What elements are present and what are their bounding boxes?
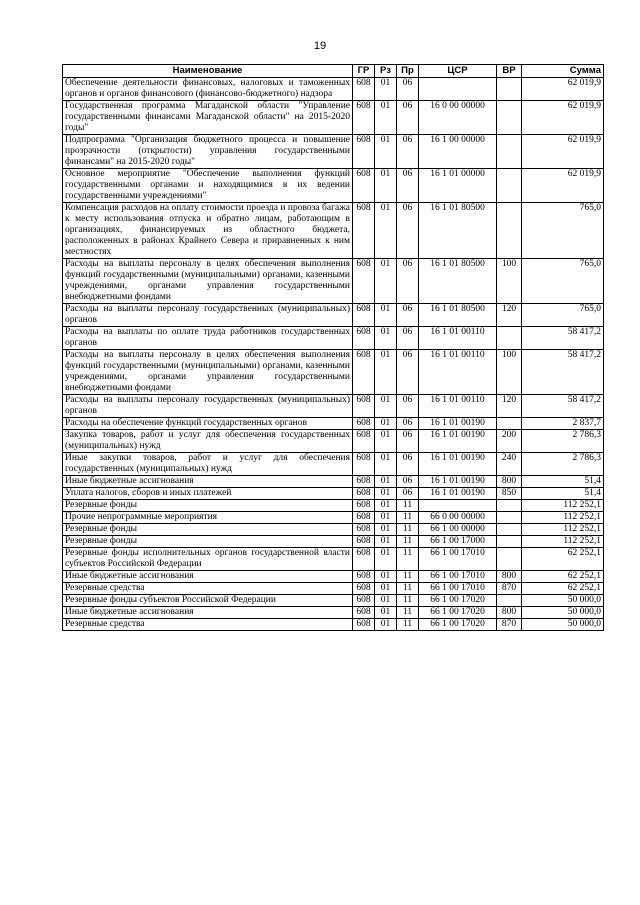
row-sum: 2 837,7 (522, 418, 604, 430)
table-row (63, 536, 604, 548)
row-name: Иные бюджетные ассигнования (63, 571, 353, 583)
row-sum: 62 019,9 (522, 135, 604, 169)
row-csr: 16 1 01 00190 (419, 418, 497, 430)
row-sum: 62 252,1 (522, 583, 604, 595)
row-gr: 608 (353, 350, 375, 395)
row-vr: 870 (497, 583, 522, 595)
row-sum: 50 000,0 (522, 619, 604, 631)
row-sum: 112 252,1 (522, 512, 604, 524)
row-pr: 06 (397, 395, 419, 418)
row-rz: 01 (375, 500, 397, 512)
row-gr: 608 (353, 101, 375, 135)
row-vr (497, 135, 522, 169)
row-csr: 66 1 00 17020 (419, 595, 497, 607)
row-csr: 66 0 00 00000 (419, 512, 497, 524)
row-sum: 51,4 (522, 488, 604, 500)
header-rz: Рз (375, 65, 397, 78)
row-name: Иные закупки товаров, работ и услуг для обеспечения государственных (муниципальных) нужд (63, 453, 353, 476)
table-row (63, 524, 604, 536)
row-pr: 11 (397, 536, 419, 548)
row-vr (497, 327, 522, 350)
row-vr: 240 (497, 453, 522, 476)
budget-table (62, 64, 604, 631)
row-name: Резервные фонды субъектов Российской Федерации (63, 595, 353, 607)
row-sum: 2 786,3 (522, 453, 604, 476)
row-rz: 01 (375, 571, 397, 583)
row-vr (497, 500, 522, 512)
row-sum: 50 000,0 (522, 595, 604, 607)
row-pr: 06 (397, 203, 419, 259)
row-sum: 62 019,9 (522, 78, 604, 101)
row-pr: 11 (397, 571, 419, 583)
row-pr: 11 (397, 548, 419, 571)
row-gr: 608 (353, 524, 375, 536)
table-row (63, 548, 604, 571)
row-gr: 608 (353, 607, 375, 619)
header-sum: Сумма (522, 65, 604, 78)
row-csr: 66 1 00 17000 (419, 536, 497, 548)
row-sum: 58 417,2 (522, 327, 604, 350)
row-sum: 765,0 (522, 259, 604, 304)
row-pr: 06 (397, 101, 419, 135)
row-csr: 16 1 01 00190 (419, 430, 497, 453)
row-name: Расходы на выплаты по оплате труда работников государственных органов (63, 327, 353, 350)
row-rz: 01 (375, 135, 397, 169)
row-gr: 608 (353, 203, 375, 259)
row-csr: 16 1 01 80500 (419, 259, 497, 304)
row-rz: 01 (375, 430, 397, 453)
row-sum: 62 019,9 (522, 169, 604, 203)
row-rz: 01 (375, 418, 397, 430)
row-rz: 01 (375, 395, 397, 418)
table-row (63, 571, 604, 583)
row-sum: 58 417,2 (522, 395, 604, 418)
row-csr: 16 1 01 00110 (419, 327, 497, 350)
row-sum: 50 000,0 (522, 607, 604, 619)
row-rz: 01 (375, 203, 397, 259)
row-pr: 06 (397, 453, 419, 476)
table-row (63, 430, 604, 453)
row-csr: 16 0 00 00000 (419, 101, 497, 135)
row-name: Расходы на выплаты персоналу в целях обеспечения выполнения функций государственными (муниципальными) органами, казенными учреждениями, органами управления государственными внебюджетными фондами (63, 350, 353, 395)
row-sum: 765,0 (522, 203, 604, 259)
row-gr: 608 (353, 453, 375, 476)
row-name: Обеспечение деятельности финансовых, налоговых и таможенных органов и органов финансового (финансово-бюджетного) надзора (63, 78, 353, 101)
row-pr: 11 (397, 607, 419, 619)
row-csr: 16 1 00 00000 (419, 135, 497, 169)
row-gr: 608 (353, 135, 375, 169)
table-row (63, 304, 604, 327)
table-row (63, 512, 604, 524)
row-gr: 608 (353, 500, 375, 512)
table-row (63, 78, 604, 101)
table-row (63, 418, 604, 430)
row-gr: 608 (353, 259, 375, 304)
row-rz: 01 (375, 304, 397, 327)
row-name: Государственная программа Магаданской области "Управление государственными финансами Магаданской области" на 2015-2020 годы" (63, 101, 353, 135)
row-name: Подпрограмма "Организация бюджетного процесса и повышение прозрачности (открытости) управления государственными финансами" на 2015-2020 годы" (63, 135, 353, 169)
row-vr: 800 (497, 607, 522, 619)
row-pr: 11 (397, 500, 419, 512)
row-rz: 01 (375, 488, 397, 500)
row-pr: 06 (397, 259, 419, 304)
row-sum: 62 252,1 (522, 571, 604, 583)
table-row (63, 488, 604, 500)
row-gr: 608 (353, 476, 375, 488)
row-csr: 66 1 00 17010 (419, 583, 497, 595)
row-csr: 66 1 00 17020 (419, 607, 497, 619)
row-vr: 800 (497, 476, 522, 488)
row-pr: 06 (397, 488, 419, 500)
row-csr: 66 1 00 17010 (419, 548, 497, 571)
row-csr: 16 1 01 00110 (419, 350, 497, 395)
table-row (63, 395, 604, 418)
table-body (63, 78, 604, 631)
row-pr: 11 (397, 619, 419, 631)
row-name: Расходы на выплаты персоналу в целях обеспечения выполнения функций государственными (муниципальными) органами, казенными учреждениями, органами управления государственными внебюджетными фондами (63, 259, 353, 304)
row-sum: 62 252,1 (522, 548, 604, 571)
row-pr: 06 (397, 135, 419, 169)
row-name: Уплата налогов, сборов и иных платежей (63, 488, 353, 500)
row-vr (497, 524, 522, 536)
header-vr: ВР (497, 65, 522, 78)
row-pr: 06 (397, 327, 419, 350)
row-gr: 608 (353, 512, 375, 524)
row-sum: 62 019,9 (522, 101, 604, 135)
row-gr: 608 (353, 619, 375, 631)
row-pr: 06 (397, 350, 419, 395)
row-gr: 608 (353, 78, 375, 101)
row-vr (497, 418, 522, 430)
header-pr: Пр (397, 65, 419, 78)
row-gr: 608 (353, 595, 375, 607)
table-row (63, 595, 604, 607)
table-row (63, 619, 604, 631)
row-csr: 16 1 01 00110 (419, 395, 497, 418)
row-name: Прочие непрограммные мероприятия (63, 512, 353, 524)
row-gr: 608 (353, 169, 375, 203)
row-rz: 01 (375, 619, 397, 631)
row-csr: 66 1 00 00000 (419, 524, 497, 536)
row-rz: 01 (375, 327, 397, 350)
row-pr: 06 (397, 418, 419, 430)
row-vr (497, 78, 522, 101)
header-name: Наименование (63, 65, 353, 78)
row-vr (497, 101, 522, 135)
page-number: 19 (313, 40, 327, 52)
table-header-row (63, 65, 604, 78)
table-row (63, 327, 604, 350)
row-gr: 608 (353, 430, 375, 453)
row-gr: 608 (353, 327, 375, 350)
row-csr: 66 1 00 17010 (419, 571, 497, 583)
row-rz: 01 (375, 350, 397, 395)
row-name: Иные бюджетные ассигнования (63, 607, 353, 619)
row-vr: 100 (497, 259, 522, 304)
row-rz: 01 (375, 595, 397, 607)
row-pr: 11 (397, 512, 419, 524)
row-pr: 11 (397, 583, 419, 595)
row-pr: 06 (397, 304, 419, 327)
row-rz: 01 (375, 453, 397, 476)
row-gr: 608 (353, 418, 375, 430)
row-vr: 120 (497, 304, 522, 327)
row-sum: 112 252,1 (522, 500, 604, 512)
row-gr: 608 (353, 536, 375, 548)
row-name: Закупка товаров, работ и услуг для обеспечения государственных (муниципальных) нужд (63, 430, 353, 453)
row-vr (497, 512, 522, 524)
row-name: Резервные фонды (63, 536, 353, 548)
table-row (63, 350, 604, 395)
row-name: Резервные средства (63, 619, 353, 631)
row-vr (497, 536, 522, 548)
row-rz: 01 (375, 512, 397, 524)
header-csr: ЦСР (419, 65, 497, 78)
table-row (63, 607, 604, 619)
row-vr: 870 (497, 619, 522, 631)
row-csr: 16 1 01 00190 (419, 488, 497, 500)
table-row (63, 203, 604, 259)
row-rz: 01 (375, 524, 397, 536)
row-sum: 112 252,1 (522, 524, 604, 536)
row-pr: 06 (397, 430, 419, 453)
row-vr (497, 595, 522, 607)
row-gr: 608 (353, 488, 375, 500)
row-gr: 608 (353, 548, 375, 571)
row-rz: 01 (375, 548, 397, 571)
row-csr: 16 1 01 00190 (419, 453, 497, 476)
row-name: Иные бюджетные ассигнования (63, 476, 353, 488)
row-rz: 01 (375, 169, 397, 203)
row-csr: 16 1 01 80500 (419, 304, 497, 327)
row-name: Компенсация расходов на оплату стоимости проезда и провоза багажа к месту использования отпуска и обратно лицам, работающим в организациях, финансируемых из областного бюджета, расположенных в районах Крайнего Севера и приравненных к ним местностях (63, 203, 353, 259)
table-row (63, 169, 604, 203)
row-sum: 2 786,3 (522, 430, 604, 453)
row-name: Расходы на выплаты персоналу государственных (муниципальных) органов (63, 304, 353, 327)
row-sum: 112 252,1 (522, 536, 604, 548)
row-pr: 06 (397, 476, 419, 488)
row-csr: 16 1 01 80500 (419, 203, 497, 259)
row-name: Расходы на выплаты персоналу государственных (муниципальных) органов (63, 395, 353, 418)
row-csr: 66 1 00 17020 (419, 619, 497, 631)
row-rz: 01 (375, 583, 397, 595)
row-gr: 608 (353, 583, 375, 595)
row-sum: 765,0 (522, 304, 604, 327)
header-gr: ГР (353, 65, 375, 78)
row-vr: 120 (497, 395, 522, 418)
row-name: Резервные фонды исполнительных органов государственной власти субъектов Российской Федерации (63, 548, 353, 571)
row-sum: 58 417,2 (522, 350, 604, 395)
table-row (63, 259, 604, 304)
row-vr (497, 203, 522, 259)
row-csr: 16 1 01 00190 (419, 476, 497, 488)
row-name: Основное мероприятие "Обеспечение выполнения функций государственными органами и находящимися в их ведении государственными учреждениями" (63, 169, 353, 203)
row-name: Резервные средства (63, 583, 353, 595)
row-vr (497, 548, 522, 571)
row-csr (419, 78, 497, 101)
table-row (63, 500, 604, 512)
table-row (63, 135, 604, 169)
row-vr (497, 169, 522, 203)
row-pr: 06 (397, 78, 419, 101)
table-row (63, 101, 604, 135)
table-row (63, 476, 604, 488)
row-gr: 608 (353, 395, 375, 418)
row-name: Резервные фонды (63, 524, 353, 536)
row-vr: 100 (497, 350, 522, 395)
row-vr: 850 (497, 488, 522, 500)
row-vr: 800 (497, 571, 522, 583)
row-rz: 01 (375, 78, 397, 101)
row-name: Резервные фонды (63, 500, 353, 512)
table-row (63, 453, 604, 476)
row-sum: 51,4 (522, 476, 604, 488)
row-pr: 11 (397, 595, 419, 607)
row-rz: 01 (375, 476, 397, 488)
row-vr: 200 (497, 430, 522, 453)
row-rz: 01 (375, 607, 397, 619)
row-csr: 16 1 01 00000 (419, 169, 497, 203)
row-pr: 06 (397, 169, 419, 203)
row-csr (419, 500, 497, 512)
row-name: Расходы на обеспечение функций государственных органов (63, 418, 353, 430)
row-gr: 608 (353, 304, 375, 327)
row-gr: 608 (353, 571, 375, 583)
row-rz: 01 (375, 259, 397, 304)
row-pr: 11 (397, 524, 419, 536)
row-rz: 01 (375, 101, 397, 135)
table-row (63, 583, 604, 595)
row-rz: 01 (375, 536, 397, 548)
